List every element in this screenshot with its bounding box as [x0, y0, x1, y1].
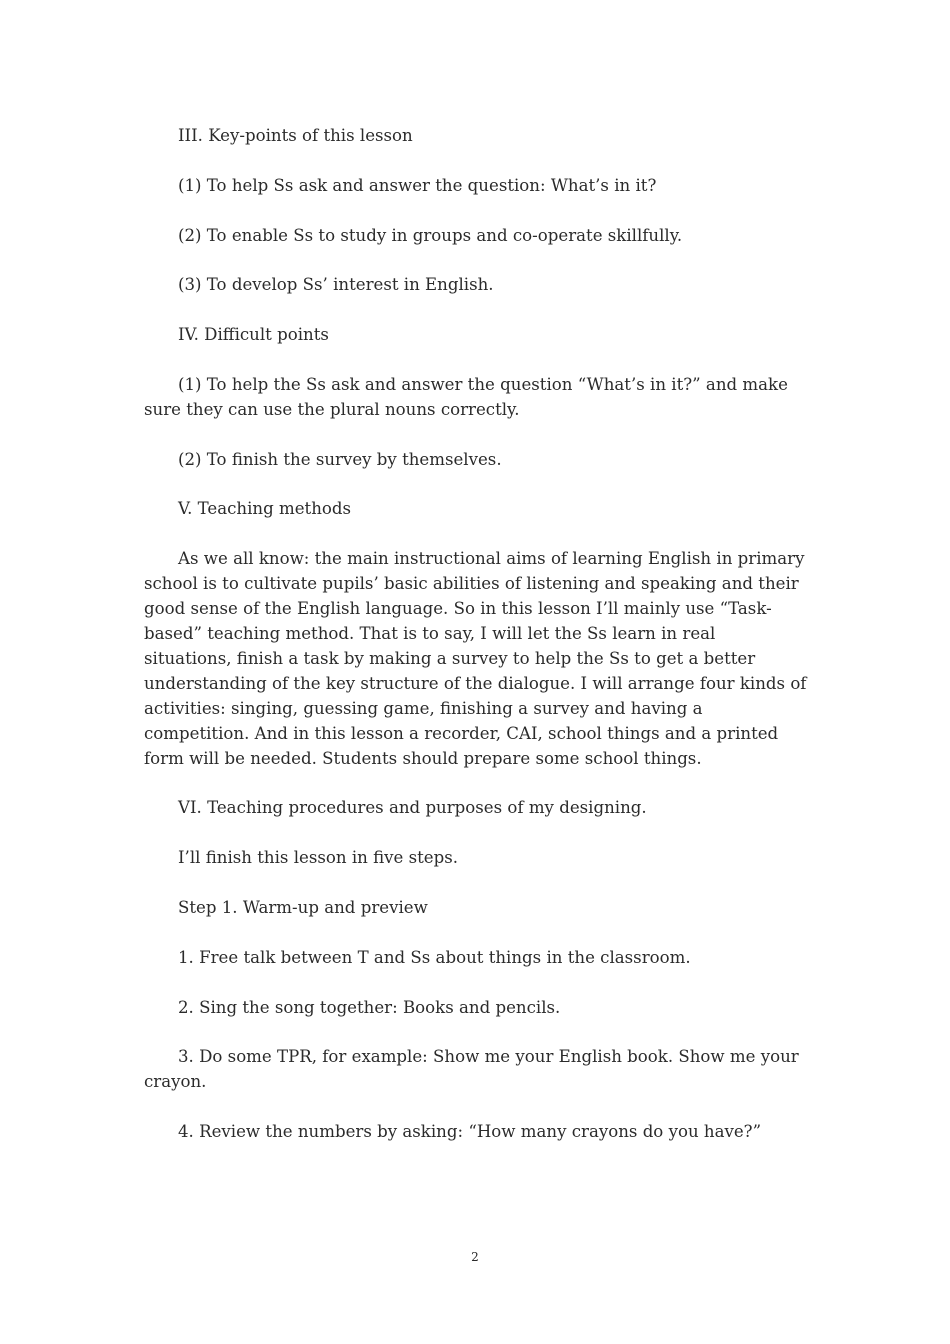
warm-up-item-4: 4. Review the numbers by asking: “How many crayons do you have?” [178, 1122, 762, 1142]
key-point-1: (1) To help Ss ask and answer the question: What’s in it? [178, 175, 657, 195]
difficult-point-2: (2) To finish the survey by themselves. [178, 449, 502, 469]
warm-up-item-1: 1. Free talk between T and Ss about things in the classroom. [178, 947, 691, 967]
page-body [144, 124, 808, 1170]
teaching-methods-paragraph: As we all know: the main instructional aims of learning English in primary school is to cultivate pupils’ basic abilities of listening and speaking and their good sense of the English language. So in this lesson I’ll mainly use “Task-based” teaching method. That is to say, I will let the Ss learn in real situations, finish a task by making a survey to help the Ss to get a better understanding of the key structure of the dialogue. I will arrange four kinds of activities: singing, guessing game, finishing a survey and having a competition. And in this lesson a recorder, CAI, school things and a printed form will be needed. Students should prepare some school things. [144, 549, 807, 768]
section-heading-teaching-procedures: VI. Teaching procedures and purposes of my designing. [178, 798, 647, 818]
procedures-intro: I’ll finish this lesson in five steps. [178, 848, 459, 868]
section-heading-key-points: III. Key-points of this lesson [178, 126, 413, 145]
step-heading-warm-up: Step 1. Warm-up and preview [178, 897, 428, 917]
key-point-2: (2) To enable Ss to study in groups and co-operate skillfully. [178, 225, 683, 245]
difficult-point-1: (1) To help the Ss ask and answer the question “What’s in it?” and make sure they can use the plural nouns correctly. [144, 374, 788, 419]
section-heading-teaching-methods: V. Teaching methods [178, 499, 352, 519]
key-point-3: (3) To develop Ss’ interest in English. [178, 275, 494, 295]
section-heading-difficult-points: IV. Difficult points [178, 325, 329, 345]
warm-up-item-2: 2. Sing the song together: Books and pencils. [178, 997, 561, 1017]
page-number: 2 [471, 1250, 479, 1264]
warm-up-item-3: 3. Do some TPR, for example: Show me your English book. Show me your crayon. [144, 1047, 799, 1092]
